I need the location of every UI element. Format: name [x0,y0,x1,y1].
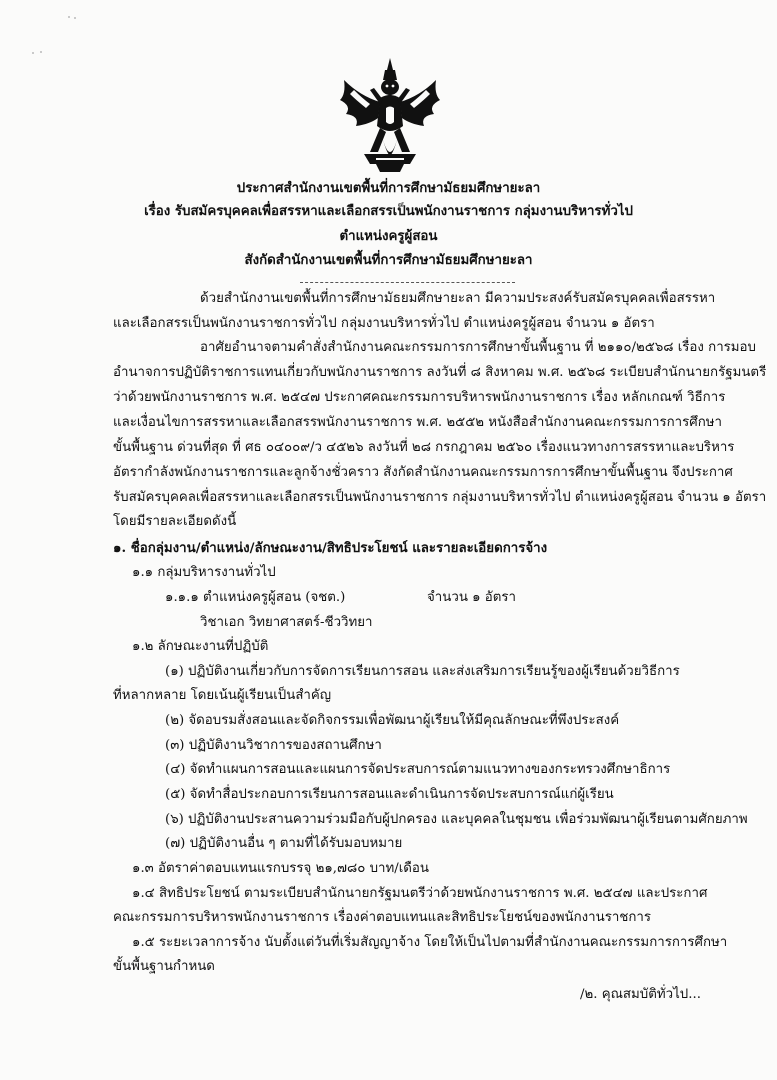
intro-paragraph-1: ด้วยสำนักงานเขตพื้นที่การศึกษามัธยมศึกษายะลา มีความประสงค์รับสมัครบุคคลเพื่อสรรหา [200,291,716,306]
duty-item: (๗) ปฏิบัติงานอื่น ๆ ตามที่ได้รับมอบหมาย [165,836,403,851]
duty-item: (๒) จัดอบรมสั่งสอนและจัดกิจกรรมเพื่อพัฒนาผู้เรียนให้มีคุณลักษณะที่พึงประสงค์ [165,713,620,728]
continuation-note: /๒. คุณสมบัติทั่วไป... [580,987,701,1002]
title-divider [300,282,515,283]
position-major: วิชาเอก วิทยาศาสตร์-ชีววิทยา [200,615,373,630]
position-count: จำนวน ๑ อัตรา [427,590,517,605]
duty-item: (๕) จัดทำสื่อประกอบการเรียนการสอนและดำเนินการจัดประสบการณ์แก่ผู้เรียน [165,787,614,802]
intro-paragraph-1: และเลือกสรรเป็นพนักงานราชการทั่วไป กลุ่มงานบริหารทั่วไป ตำแหน่งครูผู้สอน จำนวน ๑ อัตรา [113,316,655,331]
section-1-5-term: ๑.๕ ระยะเวลาการจ้าง นับตั้งแต่วันที่เริ่มสัญญาจ้าง โดยให้เป็นไปตามที่สำนักงานคณะกรรมการการศึกษา [132,935,728,950]
scan-speck [68,16,70,18]
duty-item: (๑) ปฏิบัติงานเกี่ยวกับการจัดการเรียนการสอน และส่งเสริมการเรียนรู้ของผู้เรียนด้วยวิธีการ [165,664,680,679]
intro-paragraph-2: อำนาจการปฏิบัติราชการแทนเกี่ยวกับพนักงานราชการ ลงวันที่ ๘ สิงหาคม พ.ศ. ๒๕๖๘ ระเบียบสำนักนายกรัฐมนตรี [113,365,767,380]
scan-speck [74,17,76,19]
position-title: ๑.๑.๑ ตำแหน่งครูผู้สอน (จชต.) [165,590,346,605]
section-1-2-heading: ๑.๒ ลักษณะงานที่ปฏิบัติ [132,639,269,654]
intro-paragraph-2: อาศัยอำนาจตามคำสั่งสำนักงานคณะกรรมการการศึกษาขั้นพื้นฐาน ที่ ๒๑๑๐/๒๕๖๘ เรื่อง การมอบ [200,340,756,355]
section-1-4-benefits: คณะกรรมการบริหารพนักงานราชการ เรื่องค่าตอบแทนและสิทธิประโยชน์ของพนักงานราชการ [113,910,652,925]
announcement-position: ตำแหน่งครูผู้สอน [339,229,438,244]
duty-item: (๓) ปฏิบัติงานวิชาการของสถานศึกษา [165,738,382,753]
announcement-agency: สังกัดสำนักงานเขตพื้นที่การศึกษามัธยมศึกษายะลา [244,253,533,268]
duty-item: (๔) จัดทำแผนการสอนและแผนการจัดประสบการณ์ตามแนวทางของกระทรวงศึกษาธิการ [165,762,671,777]
duty-item: (๖) ปฏิบัติงานประสานความร่วมมือกับผู้ปกครอง และบุคคลในชุมชน เพื่อร่วมพัฒนาผู้เรียนตามศักยภาพ [165,812,748,827]
intro-paragraph-2: และเงื่อนไขการสรรหาและเลือกสรรพนักงานราชการ พ.ศ. ๒๕๕๒ หนังสือสำนักงานคณะกรรมการการศึกษา [113,415,723,430]
section-1-4-benefits: ๑.๔ สิทธิประโยชน์ ตามระเบียบสำนักนายกรัฐมนตรีว่าด้วยพนักงานราชการ พ.ศ. ๒๕๔๗ และประกาศ [132,886,708,901]
intro-paragraph-2: ว่าด้วยพนักงานราชการ พ.ศ. ๒๕๔๗ ประกาศคณะกรรมการบริหารพนักงานราชการ เรื่อง หลักเกณฑ์ วิธีการ [113,390,726,405]
intro-paragraph-2: ขั้นพื้นฐาน ด่วนที่สุด ที่ ศธ ๐๔๐๐๙/ว ๔๕๒๖ ลงวันที่ ๒๘ กรกฎาคม ๒๕๖๐ เรื่องแนวทางการสรรหาและบริหาร [113,440,735,455]
announcement-title: ประกาศสำนักงานเขตพื้นที่การศึกษามัธยมศึกษายะลา [236,181,541,196]
announcement-subject: เรื่อง รับสมัครบุคคลเพื่อสรรหาและเลือกสรรเป็นพนักงานราชการ กลุ่มงานบริหารทั่วไป [144,204,633,219]
duty-item: ที่หลากหลาย โดยเน้นผู้เรียนเป็นสำคัญ [113,688,332,703]
section-1-3-salary: ๑.๓ อัตราค่าตอบแทนแรกบรรจุ ๒๑,๗๘๐ บาท/เดือน [132,861,430,876]
intro-paragraph-2: โดยมีรายละเอียดดังนี้ [113,514,237,529]
scan-speck [32,52,34,54]
intro-paragraph-2: รับสมัครบุคคลเพื่อสรรหาและเลือกสรรเป็นพนักงานราชการ กลุ่มงานบริหารทั่วไป ตำแหน่งครูผู้สอน จำนวน ๑ อัตรา [113,490,767,505]
section-1-5-term: ขั้นพื้นฐานกำหนด [113,959,215,974]
section-1-1-heading: ๑.๑ กลุ่มบริหารงานทั่วไป [132,565,276,580]
intro-paragraph-2: อัตรากำลังพนักงานราชการและลูกจ้างชั่วคราว สังกัดสำนักงานคณะกรรมการการศึกษาขั้นพื้นฐาน จึงประกาศ [113,465,733,480]
garuda-emblem-icon [336,56,444,176]
scan-speck [40,51,42,53]
section-1-heading: ๑. ชื่อกลุ่มงาน/ตำแหน่ง/ลักษณะงาน/สิทธิประโยชน์ และรายละเอียดการจ้าง [113,541,548,556]
